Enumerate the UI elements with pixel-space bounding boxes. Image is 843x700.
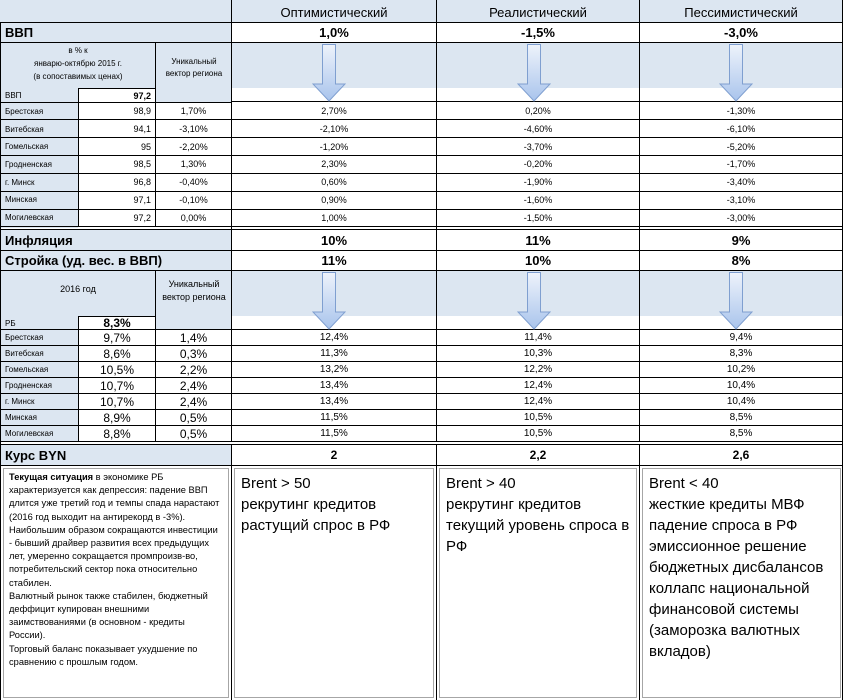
- region-name: г. Минск: [5, 177, 35, 187]
- region-vector: 1,4%: [179, 330, 208, 345]
- region-name: Брестская: [5, 106, 44, 116]
- region-name: Гомельская: [5, 365, 49, 374]
- exchange-realistic: 2,2: [529, 448, 547, 462]
- region-realistic: 12,4%: [523, 396, 553, 407]
- region-pessimistic: 8,3%: [729, 348, 753, 359]
- region-vector: 2,4%: [179, 394, 208, 409]
- optimistic-notes-textbox: [234, 468, 434, 698]
- region-name: Минская: [5, 195, 38, 205]
- region-vector: 0,5%: [179, 426, 208, 441]
- region-name: Витебская: [5, 349, 44, 358]
- situation-text-1: в экономике РБ характеризуется как депрессия: падение ВВП длится уже третий год и темпы спада нарастают (2016 год выходит на антирекорд в -3%). Наибольшим образом сокращаются инвестиции - бывший драйвер развития всех предыдущих лет, умеренно сокращается промпроизв-во, потребительский сектор пока относительно стабилен.: [9, 472, 220, 588]
- region-realistic: 10,5%: [523, 412, 553, 423]
- region-realistic: 12,4%: [523, 380, 553, 391]
- gdp-label: ВВП: [5, 25, 34, 40]
- region-vector: 0,3%: [179, 346, 208, 361]
- region-optimistic: 13,4%: [319, 396, 349, 407]
- note-line: текущий уровень спроса в РФ: [446, 517, 630, 555]
- realistic-notes-textbox: [439, 468, 637, 698]
- region-index: 98,9: [133, 106, 151, 117]
- region-realistic: -1,90%: [523, 177, 553, 188]
- gdp-subheader-line2: январю-октябрю 2015 г.: [34, 59, 122, 68]
- gdp-total-value: 97,2: [133, 90, 151, 101]
- gdp-total-label: ВВП: [5, 91, 22, 100]
- region-name: Брестская: [5, 333, 44, 342]
- region-pessimistic: -3,10%: [726, 194, 756, 205]
- region-index: 95: [140, 141, 151, 152]
- arrow-down-icon: [312, 44, 346, 102]
- region-optimistic: 13,2%: [319, 364, 349, 375]
- region-name: Могилевская: [5, 213, 54, 223]
- note-line: эмиссионное решение бюджетных дисбалансов: [649, 538, 824, 576]
- construction-label: Стройка (уд. вес. в ВВП): [5, 253, 163, 268]
- region-pessimistic: -3,40%: [726, 177, 756, 188]
- region-name: Гродненская: [5, 381, 53, 390]
- region-vector: 2,2%: [179, 362, 208, 377]
- note-line: Brent > 50: [241, 475, 311, 492]
- region-pessimistic: -3,00%: [726, 212, 756, 223]
- region-name: Гродненская: [5, 159, 53, 169]
- region-optimistic: 11,3%: [320, 348, 348, 359]
- region-pessimistic: 8,5%: [729, 428, 753, 439]
- region-index: 10,7%: [99, 378, 135, 393]
- region-index: 9,7%: [103, 330, 131, 345]
- region-pessimistic: 10,4%: [726, 380, 756, 391]
- region-optimistic: 12,4%: [319, 332, 349, 343]
- region-name: Гомельская: [5, 142, 49, 152]
- region-index: 97,1: [133, 194, 151, 205]
- constr-year-header: 2016 год: [60, 284, 96, 294]
- region-realistic: 10,5%: [523, 428, 553, 439]
- gdp-subheader-line3: (в сопоставимых ценах): [33, 72, 123, 81]
- region-vector: 2,4%: [179, 378, 208, 393]
- region-index: 96,8: [133, 177, 151, 188]
- region-index: 8,6%: [103, 346, 131, 361]
- gdp-optimistic: 1,0%: [319, 25, 349, 40]
- inflation-realistic: 11%: [525, 232, 551, 248]
- gdp-subheader-line1: в % к: [68, 46, 88, 55]
- region-pessimistic: -1,70%: [726, 159, 756, 170]
- region-vector: -2,20%: [179, 141, 208, 152]
- scenario-header-optimistic: Оптимистический: [280, 4, 388, 20]
- exchange-label: Курс BYN: [5, 447, 67, 463]
- region-optimistic: -2,10%: [319, 124, 349, 135]
- region-realistic: -3,70%: [523, 141, 553, 152]
- gdp-realistic: -1,5%: [521, 25, 555, 40]
- arrow-down-icon: [312, 272, 346, 330]
- constr-total-vector-bg: [155, 316, 232, 330]
- note-line: рекрутинг кредитов: [446, 496, 582, 513]
- region-vector: 1,70%: [180, 106, 207, 117]
- note-line: растущий спрос в РФ: [241, 517, 391, 534]
- region-optimistic: 11,5%: [320, 412, 348, 423]
- inflation-optimistic: 10%: [320, 232, 348, 248]
- gdp-unique-vector-header: Уникальный вектор региона: [165, 57, 223, 78]
- situation-text-3: Торговый баланс показывает ухудшение по сравнению с прошлым годом.: [9, 643, 198, 667]
- region-realistic: -0,20%: [523, 159, 553, 170]
- region-optimistic: -1,20%: [319, 141, 349, 152]
- scenario-header-pessimistic: Пессимистический: [684, 4, 798, 20]
- region-optimistic: 1,00%: [321, 212, 347, 223]
- exchange-pessimistic: 2,6: [732, 448, 750, 462]
- region-pessimistic: 9,4%: [729, 332, 753, 343]
- region-pessimistic: -6,10%: [726, 124, 756, 135]
- scenario-header-realistic: Реалистический: [489, 4, 587, 20]
- region-name: г. Минск: [5, 397, 35, 406]
- situation-text-2: Валютный рынок также стабилен, бюджетный деффицит купирован внешними заимствованиями (в основном - кредиты России).: [9, 590, 208, 641]
- note-line: Brent < 40: [649, 475, 719, 492]
- region-vector: -0,10%: [179, 194, 208, 205]
- region-realistic: -4,60%: [523, 124, 553, 135]
- region-index: 97,2: [133, 212, 151, 223]
- region-realistic: 0,20%: [525, 106, 551, 117]
- region-optimistic: 0,60%: [321, 177, 347, 188]
- region-optimistic: 2,30%: [321, 159, 347, 170]
- region-index: 8,9%: [103, 410, 131, 425]
- region-vector: -3,10%: [179, 124, 208, 135]
- region-realistic: -1,60%: [523, 194, 553, 205]
- region-realistic: 12,2%: [523, 364, 553, 375]
- region-optimistic: 0,90%: [321, 194, 347, 205]
- constr-total-value: 8,3%: [103, 317, 131, 329]
- region-index: 8,8%: [103, 426, 131, 441]
- inflation-pessimistic: 9%: [731, 232, 751, 248]
- note-line: Brent > 40: [446, 475, 516, 492]
- region-vector: -0,40%: [179, 177, 208, 188]
- inflation-label: Инфляция: [5, 232, 73, 248]
- region-pessimistic: 10,4%: [726, 396, 756, 407]
- construction-optimistic: 11%: [321, 253, 347, 268]
- pessimistic-notes-textbox: [642, 468, 841, 698]
- region-realistic: -1,50%: [523, 212, 553, 223]
- note-line: падение спроса в РФ: [649, 517, 798, 534]
- situation-paragraph: [9, 471, 223, 590]
- region-optimistic: 11,5%: [320, 428, 348, 439]
- current-situation-textbox: [3, 468, 229, 698]
- region-index: 94,1: [133, 124, 151, 135]
- gdp-pessimistic: -3,0%: [724, 25, 758, 40]
- construction-pessimistic: 8%: [731, 253, 751, 268]
- region-pessimistic: -1,30%: [726, 106, 756, 117]
- region-pessimistic: -5,20%: [726, 141, 756, 152]
- region-realistic: 11,4%: [524, 332, 552, 343]
- arrow-down-icon: [719, 272, 753, 330]
- note-line: рекрутинг кредитов: [241, 496, 377, 513]
- arrow-down-icon: [517, 272, 551, 330]
- region-name: Минская: [5, 413, 38, 422]
- arrow-down-icon: [517, 44, 551, 102]
- constr-unique-vector-header: Уникальный вектор региона: [162, 279, 226, 302]
- constr-total-label: РБ: [5, 318, 16, 328]
- region-name: Могилевская: [5, 429, 54, 438]
- region-pessimistic: 8,5%: [729, 412, 753, 423]
- region-vector: 0,5%: [179, 410, 208, 425]
- region-realistic: 10,3%: [523, 348, 553, 359]
- region-optimistic: 13,4%: [319, 380, 349, 391]
- note-line: коллапс национальной финансовой системы (заморозка валютных вкладов): [649, 580, 810, 660]
- region-name: Витебская: [5, 124, 44, 134]
- exchange-optimistic: 2: [330, 448, 338, 462]
- region-vector: 0,00%: [180, 212, 207, 223]
- construction-realistic: 10%: [524, 253, 552, 268]
- region-index: 10,5%: [99, 362, 135, 377]
- region-pessimistic: 10,2%: [726, 364, 756, 375]
- arrow-down-icon: [719, 44, 753, 102]
- region-index: 10,7%: [99, 394, 135, 409]
- gdp-subheader-caption: [1, 44, 155, 83]
- region-optimistic: 2,70%: [321, 106, 347, 117]
- region-vector: 1,30%: [180, 159, 207, 170]
- note-line: жесткие кредиты МВФ: [649, 496, 805, 513]
- situation-lead: Текущая ситуация: [9, 472, 94, 482]
- region-index: 98,5: [133, 159, 151, 170]
